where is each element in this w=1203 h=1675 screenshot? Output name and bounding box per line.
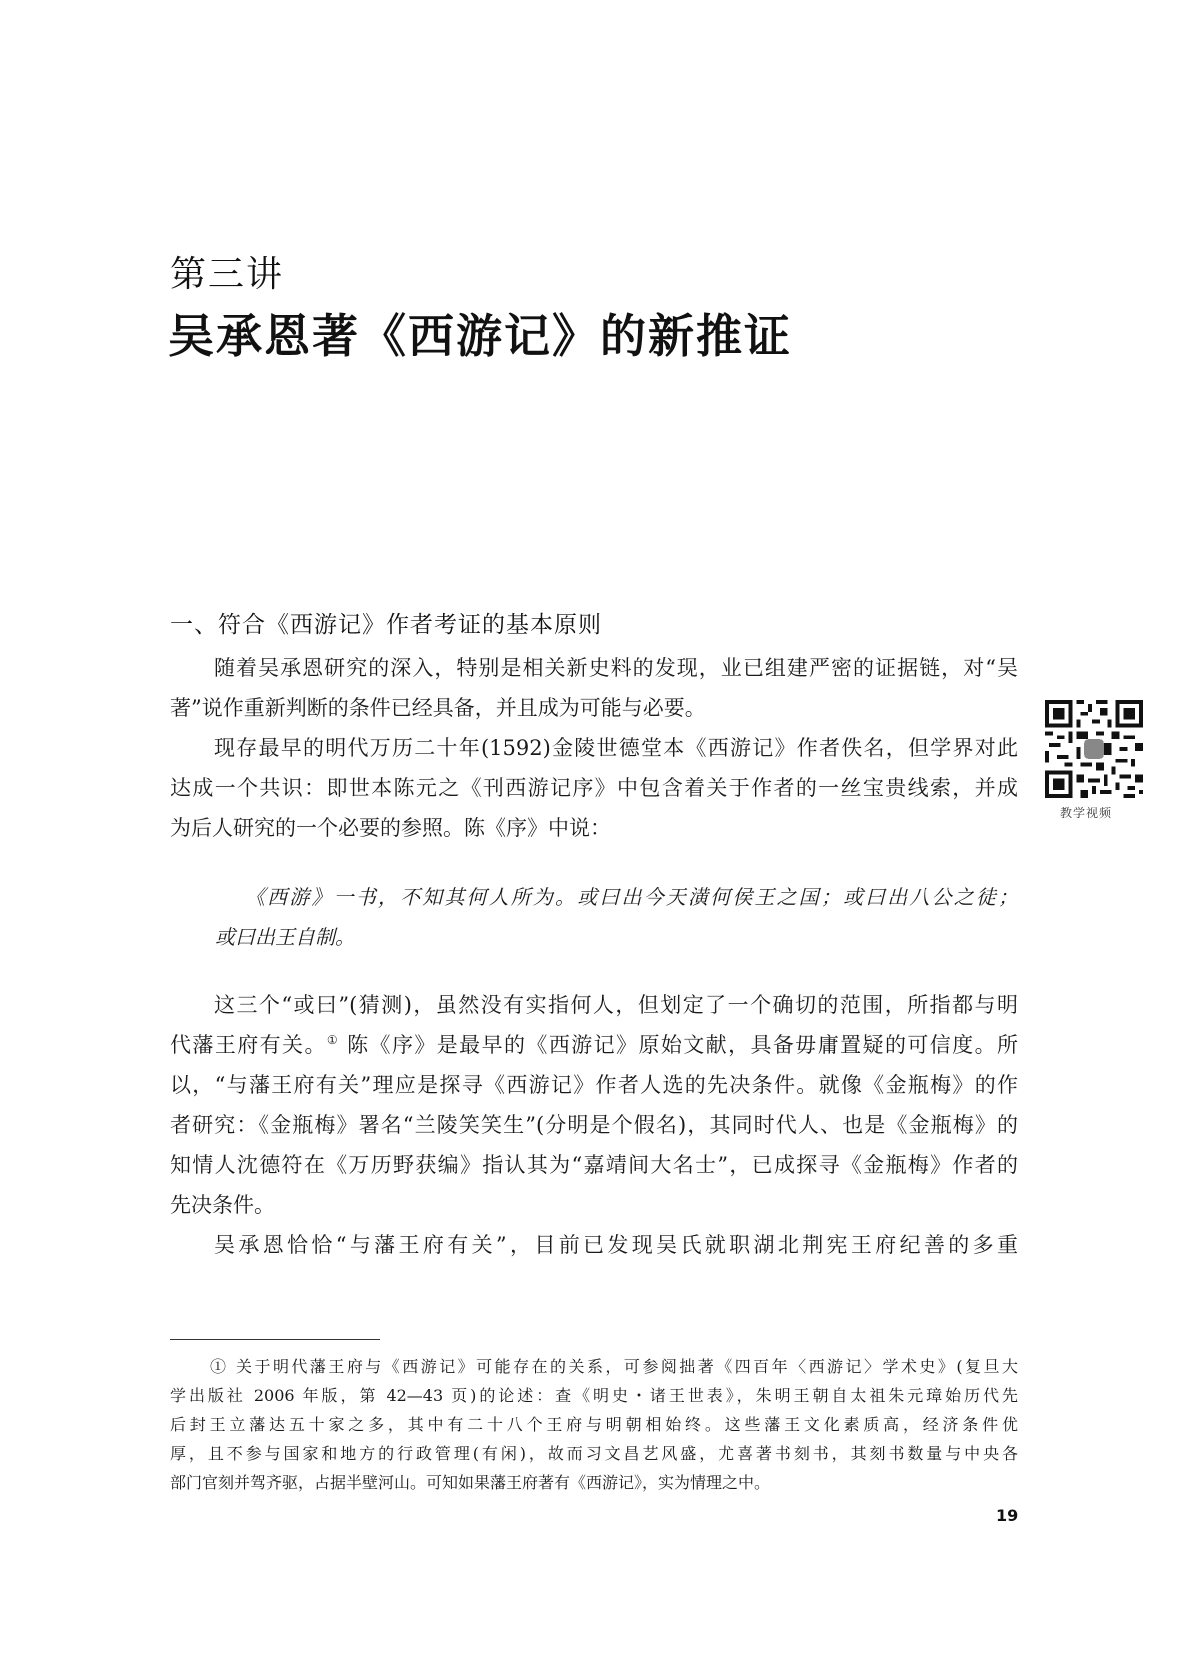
text-line: 以，“与藩王府有关”理应是探寻《西游记》作者人选的先决条件。就像《金瓶梅》的作 [170, 1073, 1018, 1097]
chapter-title: 吴承恩著《西游记》的新推证 [168, 309, 792, 363]
text-line: 吴承恩恰恰“与藩王府有关”，目前已发现吴氏就职湖北荆宪王府纪善的多重 [214, 1233, 1018, 1257]
footnote-line: 后封王立藩达五十家之多，其中有二十八个王府与明朝相始终。这些藩王文化素质高，经济条件优 [170, 1415, 1018, 1434]
text-line: 随着吴承恩研究的深入，特别是相关新史料的发现，业已组建严密的证据链，对“吴 [214, 656, 1018, 680]
qr-code-icon[interactable] [1045, 700, 1143, 798]
paragraph-2 [170, 728, 1018, 848]
footnote-divider [170, 1339, 380, 1340]
text-segment: 代藩王府有关。 [170, 1033, 327, 1057]
footnote-line: 学出版社 2006 年版，第 42—43 页)的论述：查《明史・诸王世表》，朱明王朝自太祖朱元璋始历代先 [170, 1386, 1018, 1405]
text-line: 达成一个共识：即世本陈元之《刊西游记序》中包含着关于作者的一丝宝贵线索，并成 [170, 776, 1018, 800]
text-line: 现存最早的明代万历二十年(1592)金陵世德堂本《西游记》作者佚名，但学界对此 [214, 736, 1018, 760]
text-segment: 陈《序》是最早的《西游记》原始文献，具备毋庸置疑的可信度。所 [339, 1033, 1018, 1057]
footnote [170, 1352, 1018, 1497]
text-line: 著”说作重新判断的条件已经具备，并且成为可能与必要。 [170, 696, 706, 720]
footnote-line: 厚，且不参与国家和地方的行政管理(有闲)，故而习文昌艺风盛，尤喜著书刻书，其刻书数量与中央各 [170, 1444, 1018, 1463]
qr-caption: 教学视频 [1060, 806, 1113, 820]
paragraph-1 [170, 648, 1018, 728]
text-line: 者研究：《金瓶梅》署名“兰陵笑笑生”(分明是个假名)，其同时代人、也是《金瓶梅》的 [170, 1113, 1018, 1137]
text-line: 先决条件。 [170, 1193, 275, 1217]
footnote-line: 部门官刻并驾齐驱，占据半壁河山。可知如果藩王府著有《西游记》，实为情理之中。 [170, 1473, 771, 1492]
quote-line: 或曰出王自制。 [215, 925, 355, 949]
quote-line: 《西游》一书，不知其何人所为。或曰出今天潢何侯王之国；或曰出八公之徒； [245, 885, 1018, 909]
lecture-number: 第三讲 [170, 254, 285, 295]
footnote-line: ① 关于明代藩王府与《西游记》可能存在的关系，可参阅拙著《四百年〈西游记〉学术史》(复旦大 [210, 1357, 1018, 1376]
text-line: 这三个“或曰”(猜测)，虽然没有实指何人，但划定了一个确切的范围，所指都与明 [214, 993, 1018, 1017]
block-quote [215, 877, 1018, 957]
paragraph-3 [170, 985, 1018, 1225]
page-number: 19 [996, 1506, 1019, 1525]
text-line: 知情人沈德符在《万历野获编》指认其为“嘉靖间大名士”，已成探寻《金瓶梅》作者的 [170, 1153, 1018, 1177]
paragraph-4 [170, 1225, 1018, 1265]
footnote-marker[interactable]: ① [326, 1033, 340, 1047]
section-heading: 一、符合《西游记》作者考证的基本原则 [170, 612, 602, 638]
text-line: 为后人研究的一个必要的参照。陈《序》中说： [170, 816, 611, 840]
text-line [170, 1025, 1018, 1065]
